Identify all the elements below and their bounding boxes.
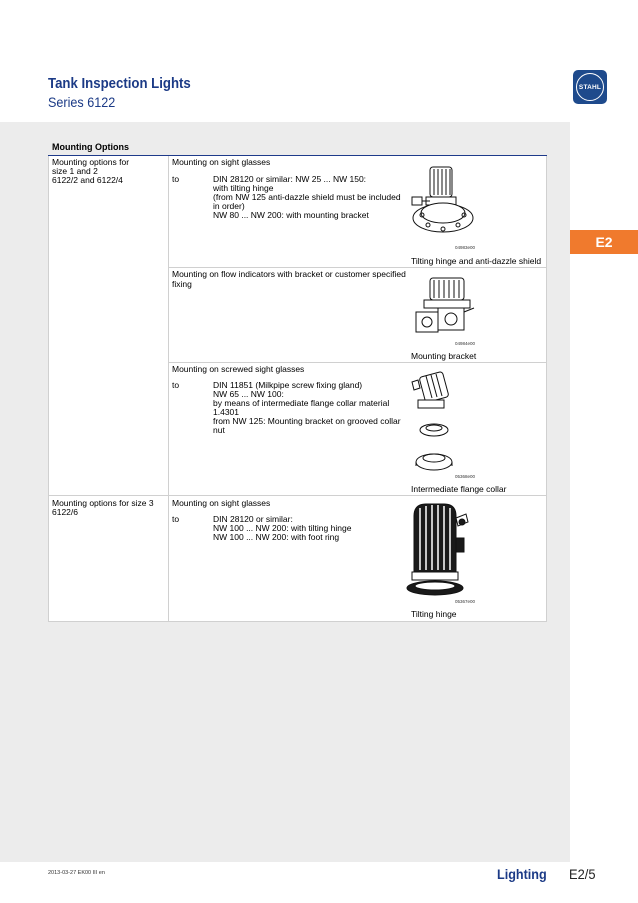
block3-to: to <box>172 380 180 390</box>
section-tab-e2: E2 <box>570 230 638 254</box>
footer-brand: Lighting <box>497 866 547 882</box>
block4-caption: Tilting hinge <box>411 609 457 619</box>
stahl-logo <box>573 70 607 104</box>
block1-heading: Mounting on sight glasses <box>172 157 271 167</box>
section-title: Mounting Options <box>52 142 129 152</box>
block3-detail: 1.4301 <box>213 407 239 417</box>
block2-heading: Mounting on flow indicators with bracket or customer specified <box>172 269 406 279</box>
block1-detail: (from NW 125 anti-dazzle shield must be included <box>213 192 401 202</box>
block4-detail: DIN 28120 or similar: <box>213 514 293 524</box>
size3-tilting-hinge-lamp-drawing <box>404 498 476 598</box>
block4-heading: Mounting on sight glasses <box>172 498 271 508</box>
block1-detail: DIN 28120 or similar: NW 25 ... NW 150: <box>213 174 367 184</box>
block2-heading: fixing <box>172 279 192 289</box>
image-code: 04983e00 <box>455 245 476 250</box>
block4-to: to <box>172 514 180 524</box>
row2-label-line: Mounting options for size 3 <box>52 498 154 508</box>
block1-detail: NW 80 ... NW 200: with mounting bracket <box>213 210 369 220</box>
block1-detail: with tilting hinge <box>213 183 274 193</box>
row1-label-line: 6122/2 and 6122/4 <box>52 175 123 185</box>
footer-date: 2013-03-27 EK00 III en <box>48 870 105 876</box>
table-row-divider <box>48 495 547 496</box>
block3-detail: nut <box>213 425 225 435</box>
row1-label-line: Mounting options for <box>52 157 130 167</box>
block3-caption: Intermediate flange collar <box>411 484 507 494</box>
block1-caption: Tilting hinge and anti-dazzle shield <box>411 256 542 266</box>
table-row-divider <box>168 362 547 363</box>
row1-label-line: size 1 and 2 <box>52 166 98 176</box>
block3-detail: DIN 11851 (Milkpipe screw fixing gland) <box>213 380 363 390</box>
block3-heading: Mounting on screwed sight glasses <box>172 364 305 374</box>
block3-detail: by means of intermediate flange collar material <box>213 398 390 408</box>
table-column-divider <box>168 156 169 622</box>
table-row-divider <box>168 267 547 268</box>
logo-text: STAHL <box>578 83 602 91</box>
image-code: 04984e00 <box>455 341 476 346</box>
block1-to: to <box>172 174 180 184</box>
flange-collar-lamp-drawing <box>408 368 468 474</box>
block3-detail: NW 65 ... NW 100: <box>213 389 284 399</box>
tilting-hinge-lamp-drawing <box>408 163 478 245</box>
block2-caption: Mounting bracket <box>411 351 477 361</box>
mounting-bracket-lamp-drawing <box>408 272 480 340</box>
image-code: 05367e00 <box>455 599 476 604</box>
page-number: E2/5 <box>569 866 596 882</box>
page-subtitle: Series 6122 <box>48 94 116 110</box>
image-code: 05368e00 <box>455 474 476 479</box>
block4-detail: NW 100 ... NW 200: with foot ring <box>213 532 340 542</box>
block3-detail: from NW 125: Mounting bracket on grooved collar <box>213 416 401 426</box>
page-header <box>0 0 638 120</box>
page-title: Tank Inspection Lights <box>48 75 191 92</box>
block1-detail: in order) <box>213 201 245 211</box>
block4-detail: NW 100 ... NW 200: with tilting hinge <box>213 523 352 533</box>
row2-label-line: 6122/6 <box>52 507 78 517</box>
